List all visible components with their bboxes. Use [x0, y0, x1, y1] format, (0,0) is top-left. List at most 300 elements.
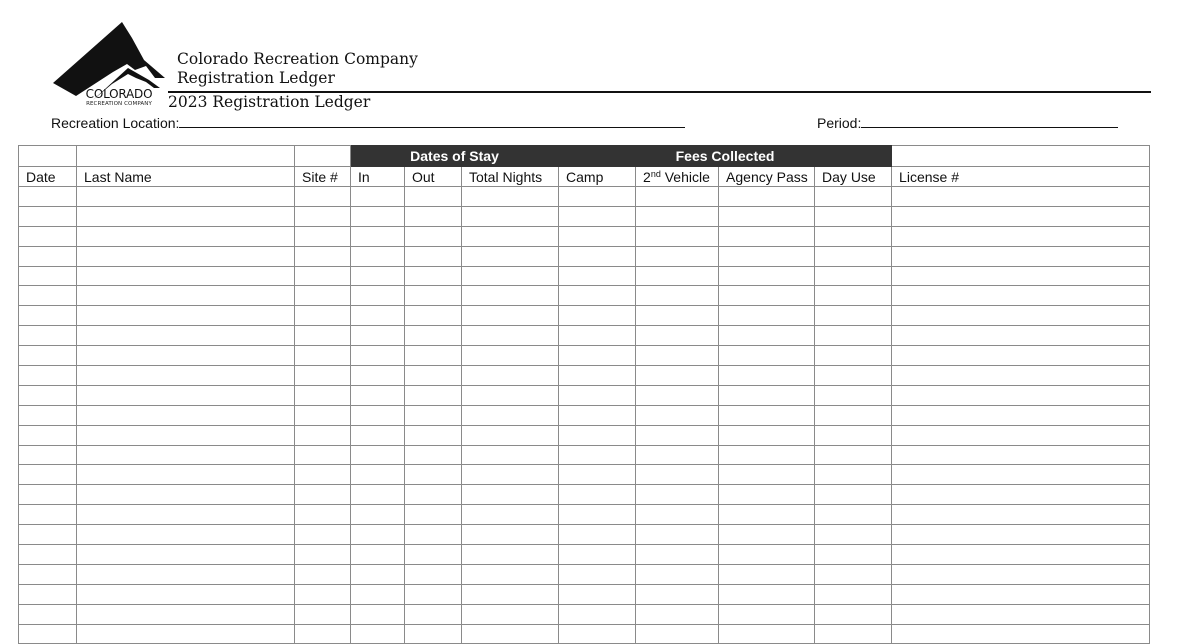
- cell-in[interactable]: [351, 346, 405, 366]
- cell-in[interactable]: [351, 326, 405, 346]
- cell-date[interactable]: [19, 187, 77, 207]
- cell-site[interactable]: [295, 366, 351, 386]
- table-row: [19, 246, 1150, 266]
- cell-out[interactable]: [405, 266, 462, 286]
- cell-date[interactable]: [19, 306, 77, 326]
- cell-license[interactable]: [892, 266, 1150, 286]
- col-date: Date: [19, 167, 77, 187]
- cell-out[interactable]: [405, 286, 462, 306]
- cell-last-name[interactable]: [77, 425, 295, 445]
- cell-day-use[interactable]: [815, 385, 892, 405]
- table-row: [19, 206, 1150, 226]
- period-blank[interactable]: [861, 113, 1118, 128]
- cell-second-vehicle[interactable]: [636, 385, 719, 405]
- cell-last-name[interactable]: [77, 246, 295, 266]
- cell-camp[interactable]: [559, 425, 636, 445]
- cell-second-vehicle[interactable]: [636, 505, 719, 525]
- cell-camp[interactable]: [559, 505, 636, 525]
- cell-date[interactable]: [19, 445, 77, 465]
- cell-out[interactable]: [405, 246, 462, 266]
- cell-in[interactable]: [351, 425, 405, 445]
- cell-agency-pass[interactable]: [719, 326, 815, 346]
- cell-total-nights[interactable]: [462, 226, 559, 246]
- cell-agency-pass[interactable]: [719, 246, 815, 266]
- cell-day-use[interactable]: [815, 485, 892, 505]
- cell-day-use[interactable]: [815, 624, 892, 644]
- blank-group-cell: [295, 146, 351, 167]
- table-row: [19, 306, 1150, 326]
- cell-last-name[interactable]: [77, 306, 295, 326]
- cell-total-nights[interactable]: [462, 425, 559, 445]
- cell-out[interactable]: [405, 226, 462, 246]
- cell-last-name[interactable]: [77, 584, 295, 604]
- cell-camp[interactable]: [559, 465, 636, 485]
- cell-date[interactable]: [19, 206, 77, 226]
- cell-agency-pass[interactable]: [719, 545, 815, 565]
- cell-last-name[interactable]: [77, 624, 295, 644]
- cell-camp[interactable]: [559, 564, 636, 584]
- table-row: [19, 346, 1150, 366]
- cell-camp[interactable]: [559, 266, 636, 286]
- cell-agency-pass[interactable]: [719, 445, 815, 465]
- cell-in[interactable]: [351, 226, 405, 246]
- cell-second-vehicle[interactable]: [636, 485, 719, 505]
- cell-site[interactable]: [295, 505, 351, 525]
- column-header-row: [19, 167, 1150, 187]
- cell-license[interactable]: [892, 187, 1150, 207]
- cell-date[interactable]: [19, 604, 77, 624]
- cell-date[interactable]: [19, 425, 77, 445]
- cell-day-use[interactable]: [815, 584, 892, 604]
- cell-total-nights[interactable]: [462, 187, 559, 207]
- cell-in[interactable]: [351, 306, 405, 326]
- cell-in[interactable]: [351, 604, 405, 624]
- cell-out[interactable]: [405, 445, 462, 465]
- document-title: Registration Ledger: [177, 69, 335, 87]
- cell-site[interactable]: [295, 425, 351, 445]
- cell-license[interactable]: [892, 326, 1150, 346]
- cell-total-nights[interactable]: [462, 306, 559, 326]
- cell-day-use[interactable]: [815, 306, 892, 326]
- cell-second-vehicle[interactable]: [636, 306, 719, 326]
- cell-agency-pass[interactable]: [719, 584, 815, 604]
- cell-site[interactable]: [295, 604, 351, 624]
- cell-total-nights[interactable]: [462, 564, 559, 584]
- cell-out[interactable]: [405, 545, 462, 565]
- logo-wordmark: COLORADO: [85, 87, 153, 101]
- cell-day-use[interactable]: [815, 604, 892, 624]
- cell-out[interactable]: [405, 485, 462, 505]
- cell-last-name[interactable]: [77, 445, 295, 465]
- cell-in[interactable]: [351, 405, 405, 425]
- cell-in[interactable]: [351, 246, 405, 266]
- cell-day-use[interactable]: [815, 525, 892, 545]
- cell-last-name[interactable]: [77, 187, 295, 207]
- cell-total-nights[interactable]: [462, 326, 559, 346]
- cell-agency-pass[interactable]: [719, 286, 815, 306]
- cell-day-use[interactable]: [815, 206, 892, 226]
- col-out: Out: [405, 167, 462, 187]
- cell-total-nights[interactable]: [462, 346, 559, 366]
- cell-total-nights[interactable]: [462, 385, 559, 405]
- cell-license[interactable]: [892, 584, 1150, 604]
- cell-out[interactable]: [405, 187, 462, 207]
- cell-last-name[interactable]: [77, 346, 295, 366]
- cell-site[interactable]: [295, 564, 351, 584]
- cell-day-use[interactable]: [815, 286, 892, 306]
- cell-second-vehicle[interactable]: [636, 445, 719, 465]
- cell-second-vehicle[interactable]: [636, 187, 719, 207]
- cell-in[interactable]: [351, 545, 405, 565]
- cell-site[interactable]: [295, 306, 351, 326]
- cell-total-nights[interactable]: [462, 366, 559, 386]
- cell-total-nights[interactable]: [462, 246, 559, 266]
- cell-agency-pass[interactable]: [719, 187, 815, 207]
- cell-license[interactable]: [892, 545, 1150, 565]
- cell-in[interactable]: [351, 465, 405, 485]
- cell-date[interactable]: [19, 246, 77, 266]
- cell-license[interactable]: [892, 505, 1150, 525]
- cell-agency-pass[interactable]: [719, 525, 815, 545]
- table-row: [19, 286, 1150, 306]
- cell-agency-pass[interactable]: [719, 266, 815, 286]
- cell-camp[interactable]: [559, 385, 636, 405]
- cell-out[interactable]: [405, 306, 462, 326]
- cell-agency-pass[interactable]: [719, 485, 815, 505]
- cell-date[interactable]: [19, 505, 77, 525]
- cell-second-vehicle[interactable]: [636, 266, 719, 286]
- cell-license[interactable]: [892, 564, 1150, 584]
- cell-license[interactable]: [892, 525, 1150, 545]
- cell-date[interactable]: [19, 525, 77, 545]
- cell-out[interactable]: [405, 465, 462, 485]
- cell-total-nights[interactable]: [462, 266, 559, 286]
- cell-date[interactable]: [19, 545, 77, 565]
- cell-last-name[interactable]: [77, 266, 295, 286]
- cell-second-vehicle[interactable]: [636, 326, 719, 346]
- cell-total-nights[interactable]: [462, 525, 559, 545]
- cell-date[interactable]: [19, 465, 77, 485]
- table-row: [19, 385, 1150, 405]
- cell-date[interactable]: [19, 584, 77, 604]
- cell-second-vehicle[interactable]: [636, 286, 719, 306]
- cell-in[interactable]: [351, 584, 405, 604]
- col-total-nights: Total Nights: [462, 167, 559, 187]
- cell-last-name[interactable]: [77, 604, 295, 624]
- cell-total-nights[interactable]: [462, 624, 559, 644]
- cell-day-use[interactable]: [815, 366, 892, 386]
- cell-agency-pass[interactable]: [719, 366, 815, 386]
- registration-ledger-table: [18, 145, 1150, 644]
- cell-site[interactable]: [295, 286, 351, 306]
- cell-agency-pass[interactable]: [719, 346, 815, 366]
- cell-date[interactable]: [19, 286, 77, 306]
- cell-out[interactable]: [405, 346, 462, 366]
- cell-license[interactable]: [892, 604, 1150, 624]
- cell-in[interactable]: [351, 624, 405, 644]
- table-row: [19, 505, 1150, 525]
- cell-day-use[interactable]: [815, 326, 892, 346]
- cell-day-use[interactable]: [815, 405, 892, 425]
- cell-license[interactable]: [892, 246, 1150, 266]
- cell-site[interactable]: [295, 226, 351, 246]
- cell-agency-pass[interactable]: [719, 306, 815, 326]
- cell-camp[interactable]: [559, 187, 636, 207]
- cell-site[interactable]: [295, 545, 351, 565]
- cell-in[interactable]: [351, 564, 405, 584]
- cell-total-nights[interactable]: [462, 286, 559, 306]
- cell-site[interactable]: [295, 405, 351, 425]
- table-row: [19, 624, 1150, 644]
- cell-total-nights[interactable]: [462, 604, 559, 624]
- cell-site[interactable]: [295, 624, 351, 644]
- cell-second-vehicle[interactable]: [636, 366, 719, 386]
- cell-day-use[interactable]: [815, 425, 892, 445]
- cell-in[interactable]: [351, 286, 405, 306]
- cell-out[interactable]: [405, 425, 462, 445]
- cell-site[interactable]: [295, 525, 351, 545]
- second-vehicle-number: 2: [643, 168, 651, 185]
- table-row: [19, 465, 1150, 485]
- cell-total-nights[interactable]: [462, 465, 559, 485]
- cell-agency-pass[interactable]: [719, 564, 815, 584]
- cell-last-name[interactable]: [77, 465, 295, 485]
- cell-license[interactable]: [892, 206, 1150, 226]
- cell-date[interactable]: [19, 564, 77, 584]
- cell-site[interactable]: [295, 206, 351, 226]
- cell-camp[interactable]: [559, 624, 636, 644]
- cell-camp[interactable]: [559, 246, 636, 266]
- table-row: [19, 604, 1150, 624]
- cell-camp[interactable]: [559, 326, 636, 346]
- blank-group-cell: [77, 146, 295, 167]
- cell-last-name[interactable]: [77, 366, 295, 386]
- cell-agency-pass[interactable]: [719, 465, 815, 485]
- col-site: Site #: [295, 167, 351, 187]
- cell-in[interactable]: [351, 266, 405, 286]
- cell-date[interactable]: [19, 485, 77, 505]
- recreation-location-field: [51, 113, 685, 131]
- cell-last-name[interactable]: [77, 206, 295, 226]
- cell-camp[interactable]: [559, 445, 636, 465]
- cell-day-use[interactable]: [815, 346, 892, 366]
- fees-collected-header: Fees Collected: [559, 146, 892, 167]
- cell-in[interactable]: [351, 187, 405, 207]
- cell-second-vehicle[interactable]: [636, 465, 719, 485]
- cell-out[interactable]: [405, 405, 462, 425]
- table-row: [19, 187, 1150, 207]
- cell-date[interactable]: [19, 366, 77, 386]
- cell-second-vehicle[interactable]: [636, 624, 719, 644]
- cell-camp[interactable]: [559, 366, 636, 386]
- logo-subtitle: RECREATION COMPANY: [86, 101, 152, 107]
- cell-total-nights[interactable]: [462, 445, 559, 465]
- cell-license[interactable]: [892, 226, 1150, 246]
- blank-group-cell: [892, 146, 1150, 167]
- cell-in[interactable]: [351, 385, 405, 405]
- cell-license[interactable]: [892, 405, 1150, 425]
- cell-in[interactable]: [351, 525, 405, 545]
- cell-camp[interactable]: [559, 604, 636, 624]
- cell-agency-pass[interactable]: [719, 505, 815, 525]
- cell-license[interactable]: [892, 485, 1150, 505]
- cell-agency-pass[interactable]: [719, 604, 815, 624]
- cell-day-use[interactable]: [815, 564, 892, 584]
- cell-out[interactable]: [405, 385, 462, 405]
- cell-camp[interactable]: [559, 306, 636, 326]
- cell-out[interactable]: [405, 584, 462, 604]
- cell-agency-pass[interactable]: [719, 624, 815, 644]
- recreation-location-blank[interactable]: [179, 113, 685, 128]
- cell-second-vehicle[interactable]: [636, 346, 719, 366]
- cell-day-use[interactable]: [815, 246, 892, 266]
- cell-last-name[interactable]: [77, 286, 295, 306]
- col-camp: Camp: [559, 167, 636, 187]
- cell-site[interactable]: [295, 187, 351, 207]
- table-row: [19, 525, 1150, 545]
- cell-date[interactable]: [19, 624, 77, 644]
- cell-second-vehicle[interactable]: [636, 564, 719, 584]
- cell-last-name[interactable]: [77, 545, 295, 565]
- cell-camp[interactable]: [559, 525, 636, 545]
- cell-second-vehicle[interactable]: [636, 545, 719, 565]
- cell-site[interactable]: [295, 246, 351, 266]
- cell-camp[interactable]: [559, 226, 636, 246]
- cell-out[interactable]: [405, 564, 462, 584]
- table-row: [19, 485, 1150, 505]
- cell-camp[interactable]: [559, 545, 636, 565]
- cell-out[interactable]: [405, 624, 462, 644]
- cell-agency-pass[interactable]: [719, 206, 815, 226]
- cell-in[interactable]: [351, 505, 405, 525]
- cell-total-nights[interactable]: [462, 405, 559, 425]
- col-day-use: Day Use: [815, 167, 892, 187]
- cell-site[interactable]: [295, 485, 351, 505]
- cell-out[interactable]: [405, 525, 462, 545]
- cell-second-vehicle[interactable]: [636, 246, 719, 266]
- cell-out[interactable]: [405, 206, 462, 226]
- dates-of-stay-header: Dates of Stay: [351, 146, 559, 167]
- cell-site[interactable]: [295, 346, 351, 366]
- cell-date[interactable]: [19, 266, 77, 286]
- cell-site[interactable]: [295, 326, 351, 346]
- cell-day-use[interactable]: [815, 505, 892, 525]
- cell-license[interactable]: [892, 465, 1150, 485]
- cell-second-vehicle[interactable]: [636, 425, 719, 445]
- cell-last-name[interactable]: [77, 385, 295, 405]
- cell-last-name[interactable]: [77, 564, 295, 584]
- cell-camp[interactable]: [559, 206, 636, 226]
- table-row: [19, 584, 1150, 604]
- cell-license[interactable]: [892, 346, 1150, 366]
- cell-out[interactable]: [405, 326, 462, 346]
- cell-total-nights[interactable]: [462, 206, 559, 226]
- cell-last-name[interactable]: [77, 226, 295, 246]
- cell-license[interactable]: [892, 624, 1150, 644]
- cell-out[interactable]: [405, 604, 462, 624]
- cell-site[interactable]: [295, 465, 351, 485]
- cell-total-nights[interactable]: [462, 505, 559, 525]
- cell-second-vehicle[interactable]: [636, 226, 719, 246]
- cell-second-vehicle[interactable]: [636, 584, 719, 604]
- cell-license[interactable]: [892, 366, 1150, 386]
- cell-site[interactable]: [295, 445, 351, 465]
- cell-day-use[interactable]: [815, 545, 892, 565]
- cell-agency-pass[interactable]: [719, 425, 815, 445]
- cell-out[interactable]: [405, 505, 462, 525]
- table-row: [19, 564, 1150, 584]
- cell-day-use[interactable]: [815, 465, 892, 485]
- second-vehicle-ordinal: nd: [650, 168, 661, 179]
- cell-day-use[interactable]: [815, 266, 892, 286]
- cell-total-nights[interactable]: [462, 545, 559, 565]
- cell-date[interactable]: [19, 405, 77, 425]
- cell-camp[interactable]: [559, 584, 636, 604]
- cell-in[interactable]: [351, 206, 405, 226]
- header-text: [177, 50, 418, 88]
- cell-camp[interactable]: [559, 485, 636, 505]
- cell-total-nights[interactable]: [462, 584, 559, 604]
- cell-second-vehicle[interactable]: [636, 525, 719, 545]
- cell-camp[interactable]: [559, 405, 636, 425]
- cell-last-name[interactable]: [77, 326, 295, 346]
- col-agency-pass: Agency Pass: [719, 167, 815, 187]
- cell-total-nights[interactable]: [462, 485, 559, 505]
- cell-last-name[interactable]: [77, 485, 295, 505]
- cell-out[interactable]: [405, 366, 462, 386]
- cell-date[interactable]: [19, 346, 77, 366]
- cell-day-use[interactable]: [815, 187, 892, 207]
- cell-license[interactable]: [892, 385, 1150, 405]
- cell-license[interactable]: [892, 445, 1150, 465]
- col-license: License #: [892, 167, 1150, 187]
- cell-license[interactable]: [892, 306, 1150, 326]
- cell-in[interactable]: [351, 445, 405, 465]
- cell-second-vehicle[interactable]: [636, 405, 719, 425]
- cell-date[interactable]: [19, 385, 77, 405]
- cell-agency-pass[interactable]: [719, 385, 815, 405]
- table-row: [19, 326, 1150, 346]
- table-row: [19, 226, 1150, 246]
- cell-camp[interactable]: [559, 346, 636, 366]
- cell-last-name[interactable]: [77, 505, 295, 525]
- cell-license[interactable]: [892, 425, 1150, 445]
- cell-camp[interactable]: [559, 286, 636, 306]
- cell-day-use[interactable]: [815, 445, 892, 465]
- cell-in[interactable]: [351, 366, 405, 386]
- cell-second-vehicle[interactable]: [636, 206, 719, 226]
- cell-in[interactable]: [351, 485, 405, 505]
- ledger-title: 2023 Registration Ledger: [168, 93, 371, 111]
- cell-site[interactable]: [295, 266, 351, 286]
- table-row: [19, 366, 1150, 386]
- col-in: In: [351, 167, 405, 187]
- group-header-row: [19, 146, 1150, 167]
- cell-license[interactable]: [892, 286, 1150, 306]
- recreation-location-label: Recreation Location:: [51, 115, 180, 131]
- cell-date[interactable]: [19, 326, 77, 346]
- cell-last-name[interactable]: [77, 405, 295, 425]
- cell-last-name[interactable]: [77, 525, 295, 545]
- cell-day-use[interactable]: [815, 226, 892, 246]
- cell-agency-pass[interactable]: [719, 226, 815, 246]
- cell-date[interactable]: [19, 226, 77, 246]
- period-field: [817, 113, 1118, 131]
- cell-site[interactable]: [295, 584, 351, 604]
- cell-site[interactable]: [295, 385, 351, 405]
- cell-second-vehicle[interactable]: [636, 604, 719, 624]
- cell-agency-pass[interactable]: [719, 405, 815, 425]
